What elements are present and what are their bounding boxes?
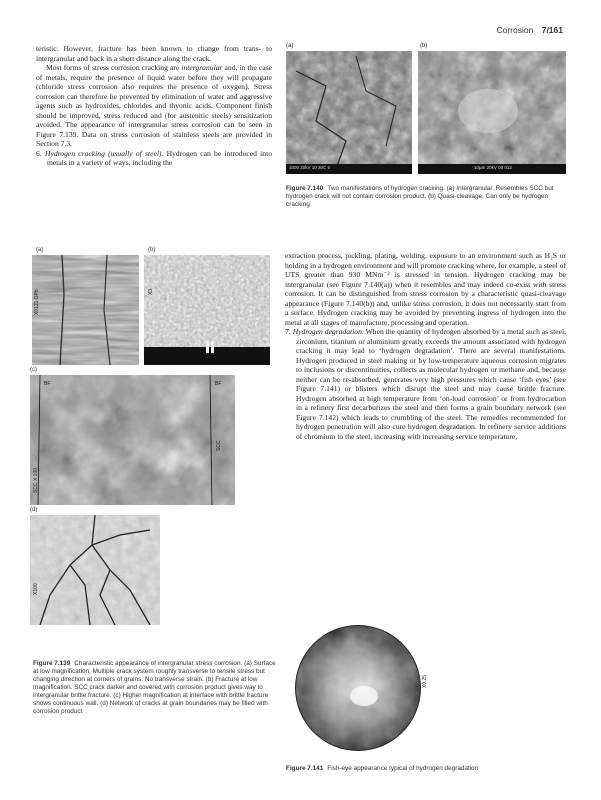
region-marker: SCC xyxy=(216,440,222,451)
running-header xyxy=(496,25,563,35)
scalebar-label: 10µm 20kV 00 012 xyxy=(474,165,512,170)
caption-text: Characteristic appearance of intergranular stress corrosion. (a) Surface at low magnification. Multiple crack system roughly transverse to tensile stress but changing direction at corners of grains. No transverse strain. (b) Fracture at low magnification. SCC crack darker and covered with corrosion product gives way to intergranular brittle fracture. (c) Higher magnification at interface with brittle fracture shows continuous wall. (d) Network of cracks at grain boundaries may be filled with corrosion product xyxy=(33,660,276,715)
figure-141-caption xyxy=(286,765,486,773)
figure-139-label-a: (a) xyxy=(36,247,44,253)
list-item: 7. Hydrogen degradation. When the quantity of hydrogen absorbed by a metal such as steel, zirconium, titanium or aluminium greatly exceeds the amount associated with hydrogen cracking it may lead to ‘hydrogen degradation’. There are several manifestations. Hydrogen produced in steel making or by low-temperature aqueous corrosion migrates to inclusions or discontinuities, collects as molecular hydrogen or methane and, because neither can be re-absorbed, generates very high pressures which cause ‘fish eyes’ (see Figure 7.141) or blisters which disrupt the steel and may cause brittle fracture. Hydrogen absorbed at high temperature from ‘on-load corrosion’ or from hydrocarbon in a refinery first decarburizes the steel and then forms a grain boundary network (see Figure 7.142) which leads to crumbling of the steel. The remedies recommended for hydrogen penetration will also cure hydrogen degradation. In refinery service additions of chromium to the steel, increasing with increasing service temperature, xyxy=(285,327,566,441)
paragraph: teristic. However, fracture has been known to change from trans- to intergranular and back in a short distance along the crack. xyxy=(36,44,272,63)
magnification-label: X3 xyxy=(148,288,154,295)
caption-number: Figure 7.141 xyxy=(286,765,324,772)
magnification-label: X100 xyxy=(33,583,39,595)
figure-139-label-b: (b) xyxy=(148,247,156,253)
caption-number: Figure 7.140 xyxy=(286,185,324,192)
region-marker: BF xyxy=(215,381,222,387)
figure-139c-interface-photo xyxy=(30,375,235,505)
figure-140-label-b: (b) xyxy=(420,43,428,49)
scalebar-label: 1000 20kV 10 30C 5 xyxy=(289,165,331,170)
paragraph: extraction process, pickling, plating, welding, exposure to an environment such as H₂S or holding in a hydrogen environment and will promote cracking where, for example, a steel of UTS greater than 930 MNm⁻² is stressed in tension. Hydrogen cracking may be intergranular (see Figure 7.140(a)) when it resembles and may indeed co-exist with stress corrosion. It can be distinguished from stress corrosion by a characteristic quasi-cleavage appearance (Figure 7.140(b)) and, unlike stress corrosion, it does not necessarily start from a surface. Hydrogen cracking may be avoided by preventing ingress of hydrogen into the metal at all stages of manufacture, processing and operation. xyxy=(285,251,566,327)
page-number: 7/161 xyxy=(541,25,563,35)
figure-141-fish-eye-photo xyxy=(286,618,436,760)
caption-number: Figure 7.139 xyxy=(33,660,71,667)
figure-139d-crack-network-photo xyxy=(30,515,160,625)
figure-140b-micrograph xyxy=(418,51,566,174)
figure-140-caption xyxy=(286,185,564,209)
left-column-text xyxy=(36,44,272,168)
figure-139b-fracture-photo xyxy=(144,255,270,365)
list-item: 6. Hydrogen cracking (usually of steel). Hydrogen can be introduced into metals in a variety of ways, including the xyxy=(36,148,272,167)
header-section: Corrosion xyxy=(496,25,534,35)
caption-text: Two manifestations of hydrogen cracking. (a) Intergranular. Resembles SCC but hydrogen crack will not contain corrosion product. (b) Quasi-cleavage. Can only be hydrogen cracking xyxy=(286,185,554,208)
magnification-label: X0121 DPb xyxy=(34,289,40,315)
figure-140-label-a: (a) xyxy=(286,43,294,49)
figure-140a-micrograph xyxy=(286,51,412,174)
figure-139a-surface-photo xyxy=(32,255,139,365)
right-column-text xyxy=(285,251,566,441)
magnification-label: X0.25 xyxy=(422,674,428,688)
caption-text: Fish-eye appearance typical of hydrogen degradation xyxy=(327,765,479,772)
figure-139-caption xyxy=(33,660,279,716)
region-marker: BF xyxy=(44,381,51,387)
figure-139-label-d: (d) xyxy=(30,507,38,513)
figure-139-label-c: (c) xyxy=(30,367,37,373)
magnification-label: SCC X 100 xyxy=(33,467,39,493)
paragraph: Most forms of stress corrosion cracking are intergranular and, in the case of metals, require the presence of liquid water before they will propagate (chloride stress corrosion also requires the presence of oxygen). Stress corrosion can therefore be prevented by elimination of water and aggressive agents such as hydroxides, chlorides and thyonic acids. Component finish should be improved, stress reduced and (for austenitic steels) sensitization avoided. The appearance of intergranular stress corrosion can be seen in Figure 7.139. Data on stress corrosion of stainless steels are provided in Section 7.3. xyxy=(36,63,272,148)
